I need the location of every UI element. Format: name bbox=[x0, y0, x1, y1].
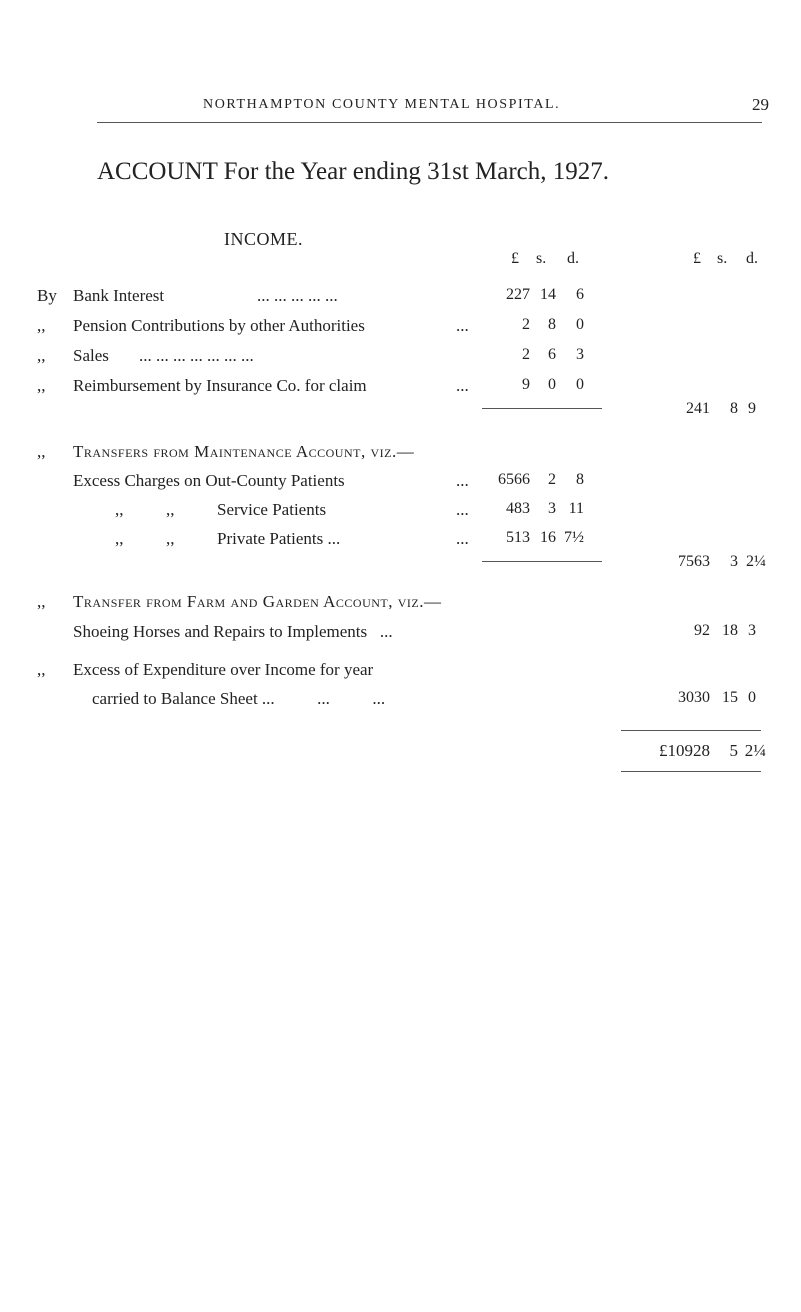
amount-shillings: 16 bbox=[540, 529, 556, 546]
subtotal-pence: 9 bbox=[748, 400, 756, 417]
subtotal-shillings: 18 bbox=[722, 622, 738, 639]
grand-total-rule-top bbox=[621, 730, 761, 731]
header-rule bbox=[97, 122, 762, 123]
row-prefix: ,, bbox=[37, 442, 46, 461]
row-label-excess-expenditure: Excess of Expenditure over Income for year bbox=[73, 660, 374, 679]
row-label-service-patients: ,, ,, Service Patients bbox=[115, 500, 327, 519]
inner-pence-head: d. bbox=[567, 250, 579, 267]
subtotal-pence: 0 bbox=[748, 689, 756, 706]
row-label-sales: Sales bbox=[73, 346, 109, 365]
row-leaders: ... bbox=[456, 471, 469, 490]
amount-pence: 0 bbox=[576, 316, 584, 333]
row-prefix: ,, bbox=[37, 316, 46, 335]
grand-total-pounds: £10928 bbox=[659, 741, 710, 760]
amount-pence: 11 bbox=[568, 500, 584, 517]
subtotal-pounds: 7563 bbox=[678, 553, 710, 570]
row-leaders: ... bbox=[456, 316, 469, 335]
amount-shillings: 0 bbox=[548, 376, 556, 393]
row-leaders: ... ... ... ... ... ... ... bbox=[139, 346, 254, 365]
running-title: NORTHAMPTON COUNTY MENTAL HOSPITAL. bbox=[203, 97, 561, 112]
amount-pounds: 2 bbox=[522, 316, 530, 333]
group-heading-maintenance: Transfers from Maintenance Account, viz.— bbox=[73, 442, 415, 461]
amount-pounds: 513 bbox=[506, 529, 530, 546]
row-leaders: ... bbox=[456, 376, 469, 395]
amount-pence: 6 bbox=[576, 286, 584, 303]
subtotal-rule bbox=[482, 408, 602, 409]
amount-shillings: 3 bbox=[548, 500, 556, 517]
row-label-balance-sheet: carried to Balance Sheet ... ... ... bbox=[92, 689, 386, 708]
subtotal-shillings: 8 bbox=[730, 400, 738, 417]
inner-pound-head: £ bbox=[511, 250, 519, 267]
row-label-bank-interest: Bank Interest bbox=[73, 286, 165, 305]
subtotal-pence: 3 bbox=[748, 622, 756, 639]
grand-total-pence: 2¼ bbox=[744, 741, 766, 760]
amount-pence: 8 bbox=[576, 471, 584, 488]
page-title: ACCOUNT For the Year ending 31st March, 1927. bbox=[97, 158, 610, 185]
row-leaders: ... bbox=[456, 500, 469, 519]
amount-pounds: 227 bbox=[506, 286, 530, 303]
amount-pounds: 483 bbox=[506, 500, 530, 517]
subtotal-shillings: 3 bbox=[730, 553, 738, 570]
row-prefix: ,, bbox=[37, 346, 46, 365]
row-prefix: ,, bbox=[37, 660, 46, 679]
section-heading: INCOME. bbox=[224, 229, 303, 249]
row-leaders: ... ... ... ... ... bbox=[257, 286, 338, 305]
amount-shillings: 6 bbox=[548, 346, 556, 363]
subtotal-pounds: 92 bbox=[694, 622, 710, 639]
amount-shillings: 14 bbox=[540, 286, 556, 303]
row-label-shoeing-horses: Shoeing Horses and Repairs to Implements ... bbox=[73, 622, 393, 641]
amount-shillings: 2 bbox=[548, 471, 556, 488]
row-prefix: ,, bbox=[37, 376, 46, 395]
subtotal-rule bbox=[482, 561, 602, 562]
amount-pence: 7½ bbox=[564, 529, 584, 546]
outer-shilling-head: s. bbox=[717, 250, 728, 267]
inner-shilling-head: s. bbox=[536, 250, 547, 267]
grand-total-shillings: 5 bbox=[729, 741, 738, 760]
row-label-reimbursement: Reimbursement by Insurance Co. for claim bbox=[73, 376, 367, 395]
grand-total-rule-bottom bbox=[621, 771, 761, 772]
row-leaders: ... bbox=[456, 529, 469, 548]
subtotal-pence: 2¼ bbox=[746, 553, 766, 570]
page-number: 29 bbox=[752, 95, 769, 114]
subtotal-pounds: 241 bbox=[686, 400, 710, 417]
row-label-pension-contributions: Pension Contributions by other Authorities bbox=[73, 316, 365, 335]
amount-shillings: 8 bbox=[548, 316, 556, 333]
row-label-private-patients: ,, ,, Private Patients ... bbox=[115, 529, 341, 548]
amount-pounds: 2 bbox=[522, 346, 530, 363]
subtotal-shillings: 15 bbox=[722, 689, 738, 706]
amount-pence: 3 bbox=[576, 346, 584, 363]
group-heading-farm-garden: Transfer from Farm and Garden Account, viz.— bbox=[73, 592, 442, 611]
amount-pounds: 6566 bbox=[498, 471, 530, 488]
outer-pence-head: d. bbox=[746, 250, 758, 267]
outer-pound-head: £ bbox=[693, 250, 701, 267]
subtotal-pounds: 3030 bbox=[678, 689, 710, 706]
amount-pounds: 9 bbox=[522, 376, 530, 393]
row-prefix: By bbox=[37, 286, 57, 305]
row-prefix: ,, bbox=[37, 592, 46, 611]
row-label-out-county: Excess Charges on Out-County Patients bbox=[73, 471, 345, 490]
amount-pence: 0 bbox=[576, 376, 584, 393]
